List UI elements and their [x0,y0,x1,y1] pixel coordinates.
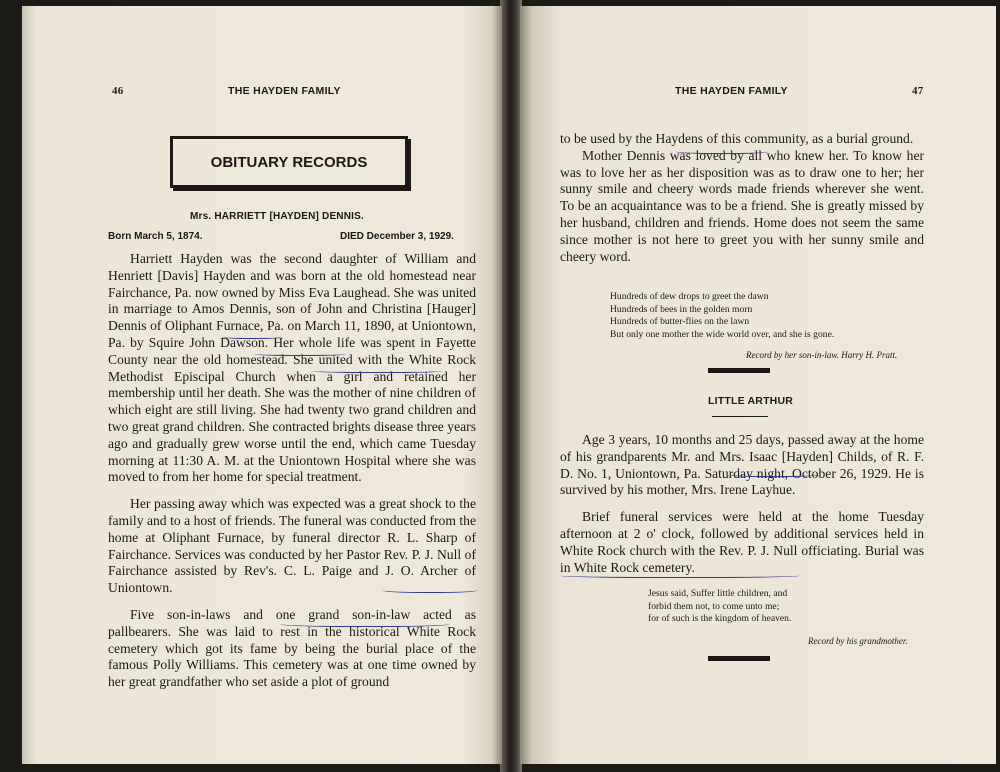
left-page [22,6,502,764]
pen-underline [254,351,346,356]
poem [610,291,930,341]
pen-underline [382,586,478,593]
scripture-verse [648,588,908,626]
subject-name: Mrs. HARRIETT [HAYDEN] DENNIS. [190,211,364,222]
born-date: Born March 5, 1874. [108,231,203,242]
verse-credit: Record by his grandmother. [808,636,908,646]
poem-line: Hundreds of dew drops to greet the dawn [610,291,769,302]
verse-line: for of such is the kingdom of heaven. [648,613,792,625]
page-number: 46 [112,85,124,97]
poem-line: But only one mother the wide world over, and she is gone. [610,328,835,340]
section-divider-bar [708,368,770,373]
poem-line: Hundreds of butter-flies on the lawn [610,316,750,328]
pen-underline [560,572,800,578]
pen-underline [222,334,282,339]
paragraph: Age 3 years, 10 months and 25 days, passed away at the home of his grandparents Mr. and Mrs. Isaac [Hayden] Childs, of R. F. D. No. 1, Uniontown, Pa. Saturday night, October 26, 1929. He is survived by his mother, Mrs. Irene Layhue. [560,432,924,498]
verse-line: Jesus said, Suffer little children, and [648,588,788,599]
poem-credit: Record by her son-in-law. Harry H. Pratt. [746,350,898,360]
running-head: THE HAYDEN FAMILY [228,85,341,97]
end-bar [708,656,770,661]
obituary-records-box [170,136,408,188]
paragraph: Mother Dennis was loved by all who knew her. To know her was to love her as her disposition was as to draw one to her; her sunny smile and cheery words made friends wherever she went. To be an acquaintance was to be a friend. She is greatly missed by her husband, children and friends. Home does not seem the same since mother is not here to greet you with her sunny smile and cheery word. [560,147,924,264]
pen-underline [312,368,442,373]
paragraph: Five son-in-laws and one grand son-in-law acted as pallbearers. She was laid to rest in the historical White Rock cemetery which got its fame by being the burial place of the famous Polly Williams. This cemetery was at one time owned by her great grandfather who set aside a plot of ground [108,606,476,690]
poem-line: Hundreds of bees in the golden morn [610,303,753,315]
book-gutter [500,0,522,772]
paragraph: Her passing away which was expected was a great shock to the family and to a host of friends. The funeral was conducted from the home at Oliphant Furnace, by funeral director R. L. Sharp of Fairchance. Services was conducted by her Pastor Rev. P. J. Null of Fairchance assisted by Rev's. C. L. Paige and J. O. Archer of Uniontown. [108,496,476,596]
died-date: DIED December 3, 1929. [340,231,454,242]
paragraph: Harriett Hayden was the second daughter of William and Henriett [Davis] Hayden and was born at the old homestead near Fairchance, Pa. now owned by Miss Eva Laughead. She was united in marriage to Amos Dennis, son of John and Christina [Hauger] Dennis of Oliphant Furnace, Pa. on March 11, 1890, at Uniontown, Pa. by Squire John Dawson. Her whole life was spent in Fayette County near the old homestead. She united with the White Rock Methodist Episcipal Church when a girl and retained her membership until her death. She was the mother of nine children of which eight are still living. She had twenty two grand children and two great grand children. She contracted brights disease three years ago and gradually grew worse until the end, which came Tuesday morning at 11:30 A. M. at the Uniontown Hospital where she was moved to from her home for special treatment. [108,251,476,485]
running-head: THE HAYDEN FAMILY [675,85,788,97]
pen-underline [676,148,768,154]
arthur-body [560,432,924,576]
pen-underline [280,620,450,627]
paragraph: to be used by the Haydens of this community, as a burial ground. [560,131,914,146]
pen-underline [726,471,820,477]
paragraph: Brief funeral services were held at the home Tuesday afternoon at 2 o' clock, followed by additional services held in White Rock church with the Rev. P. J. Null officiating. Burial was in White Rock cemetery. [560,509,924,575]
title-rule [712,416,768,417]
right-page [520,6,996,764]
box-title: OBITUARY RECORDS [210,153,368,171]
page-number: 47 [912,85,924,97]
section-title: LITTLE ARTHUR [708,395,794,407]
verse-line: forbid them not, to come unto me; [648,600,780,612]
